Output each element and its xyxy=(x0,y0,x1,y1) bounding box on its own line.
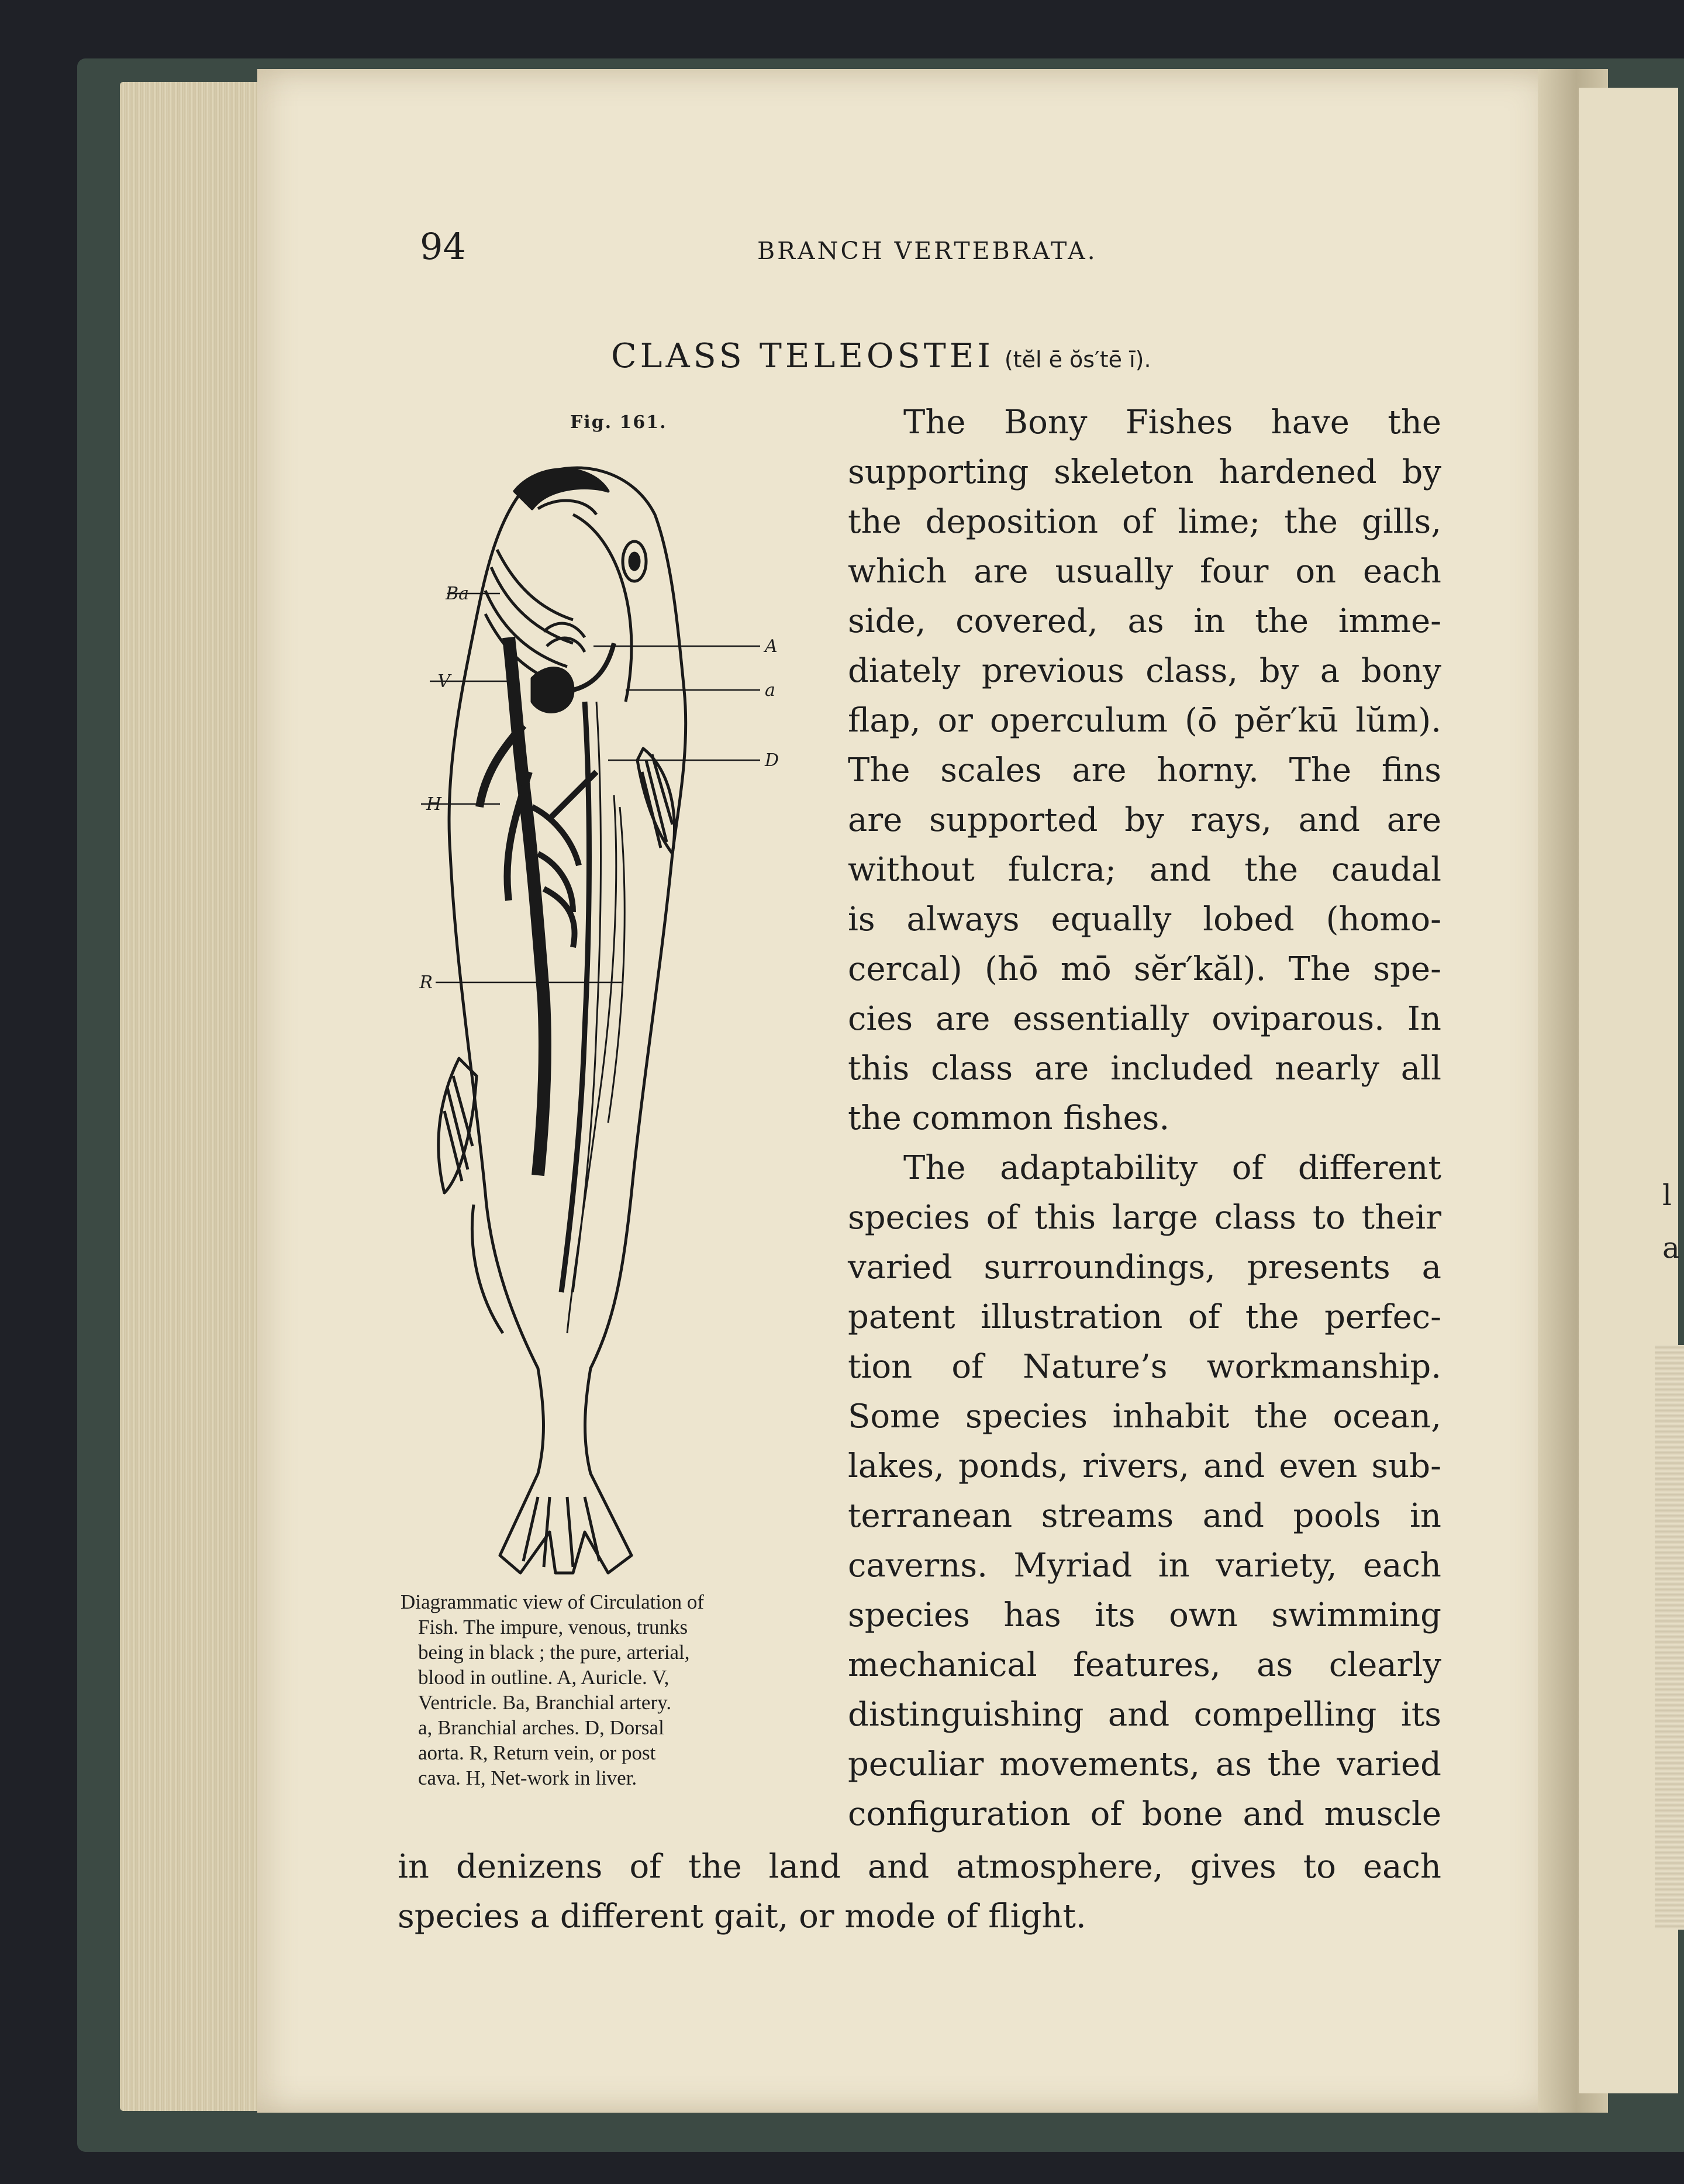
text-line: tion of Nature’s workmanship. xyxy=(848,1348,1441,1386)
caption-line: Ventricle. Ba, Branchial artery. xyxy=(418,1691,672,1714)
text-line: species of this large class to their xyxy=(848,1199,1441,1237)
caption-line: being in black ; the pure, arterial, xyxy=(418,1641,690,1664)
text-line: the deposition of lime; the gills, xyxy=(848,503,1441,541)
caption-line: Diagrammatic view of Circulation of xyxy=(401,1590,705,1613)
next-page-fragment: l xyxy=(1662,1178,1672,1212)
caption-line: Fish. The impure, venous, trunks xyxy=(418,1616,688,1638)
text-line: is always equally lobed (homo- xyxy=(848,900,1441,939)
text-line: side, covered, as in the imme- xyxy=(848,602,1441,640)
caption-line: aorta. R, Return vein, or post xyxy=(418,1741,656,1764)
heart xyxy=(532,668,573,712)
text-line: which are usually four on each xyxy=(848,553,1441,591)
body-full-width xyxy=(398,1842,1441,1941)
callout-a-upper: A xyxy=(765,636,778,657)
callout-h: H xyxy=(426,794,441,815)
text-line: are supported by rays, and are xyxy=(848,801,1441,839)
callout-d: D xyxy=(765,750,779,771)
text-line: the common fishes. xyxy=(848,1099,1170,1137)
text-line: caverns. Myriad in variety, each xyxy=(848,1547,1441,1585)
page-edges xyxy=(120,82,275,2111)
running-head: BRANCH VERTEBRATA. xyxy=(757,237,1098,265)
text-line: diately previous class, by a bony xyxy=(848,652,1441,690)
text-line: varied surroundings, presents a xyxy=(848,1248,1441,1286)
text-line: species has its own swimming xyxy=(848,1596,1441,1634)
caption-line: blood in outline. A, Auricle. V, xyxy=(418,1666,670,1689)
text-line: this class are included nearly all xyxy=(848,1050,1441,1088)
text-line: supporting skeleton hardened by xyxy=(848,453,1441,491)
caption-line: cava. H, Net-work in liver. xyxy=(418,1766,637,1789)
text-line: The Bony Fishes have the xyxy=(903,403,1441,441)
text-line: The adaptability of different xyxy=(903,1149,1441,1187)
text-line: mechanical features, as clearly xyxy=(848,1646,1441,1684)
text-line: species a different gait, or mode of flight. xyxy=(398,1897,1086,1935)
venous-trunk xyxy=(509,637,545,1175)
text-line: Some species inhabit the ocean, xyxy=(848,1398,1441,1436)
callout-v: V xyxy=(437,671,450,692)
text-line: The scales are horny. The fins xyxy=(848,751,1441,789)
class-title: CLASS TELEOSTEI xyxy=(611,337,994,375)
figure-label: Fig. 161. xyxy=(570,412,667,433)
text-line: patent illustration of the perfec- xyxy=(848,1298,1441,1336)
text-line: in denizens of the land and atmosphere, gives to each xyxy=(398,1848,1441,1886)
fish-circulation-figure xyxy=(398,444,830,1605)
text-line: flap, or operculum (ō pĕr′kū lŭm). xyxy=(848,702,1441,740)
page-number: 94 xyxy=(420,225,466,268)
text-line: lakes, ponds, rivers, and even sub- xyxy=(848,1447,1441,1485)
class-pronunciation: (tĕl ē ŏs′tē ī). xyxy=(1004,347,1151,372)
fish-body-outline xyxy=(449,468,686,1573)
text-line: without fulcra; and the caudal xyxy=(848,851,1441,889)
text-line: peculiar movements, as the varied xyxy=(848,1745,1441,1783)
next-page-fragment: a xyxy=(1662,1231,1680,1265)
callout-r: R xyxy=(419,972,433,993)
figure-caption xyxy=(401,1589,810,1790)
text-line: cercal) (hō mō sĕr′kăl). The spe- xyxy=(848,950,1441,988)
text-line: configuration of bone and muscle xyxy=(848,1795,1441,1833)
next-page-edge xyxy=(1655,1345,1684,1930)
class-heading xyxy=(611,337,1151,375)
callout-a-lower: a xyxy=(765,680,775,701)
body-column xyxy=(848,398,1441,1839)
text-line: terranean streams and pools in xyxy=(848,1497,1441,1535)
text-line: cies are essentially oviparous. In xyxy=(848,1000,1441,1038)
caption-line: a, Branchial arches. D, Dorsal xyxy=(418,1716,664,1739)
text-line: distinguishing and compelling its xyxy=(848,1696,1441,1734)
callout-ba: Ba xyxy=(446,584,469,604)
